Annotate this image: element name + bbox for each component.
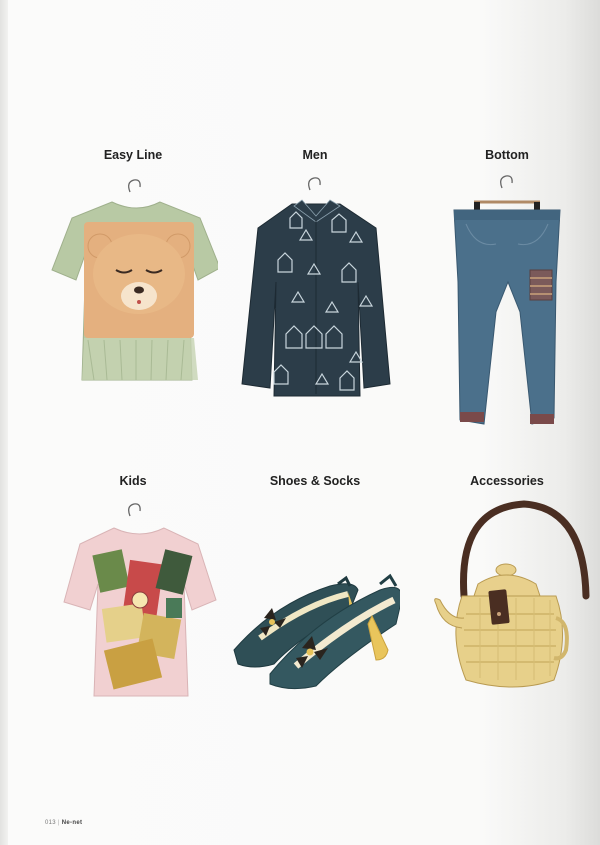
hanger-hook-icon <box>129 504 140 516</box>
category-accessories[interactable] <box>422 474 592 764</box>
category-label: Easy Line <box>103 148 163 162</box>
brand-logo: Ne-net <box>61 820 83 826</box>
hanger-hook-icon <box>309 178 320 190</box>
pumps-image <box>230 488 400 764</box>
category-label: Accessories <box>470 474 544 488</box>
page-footer <box>45 820 82 826</box>
category-label: Bottom <box>485 148 529 162</box>
category-easy-line[interactable] <box>48 148 218 438</box>
denim-pants-image <box>422 162 592 438</box>
page-binding-edge <box>0 0 8 845</box>
category-kids[interactable] <box>48 474 218 764</box>
category-shoes-socks[interactable] <box>230 474 400 764</box>
footer-separator: | <box>57 820 60 826</box>
catalog-page <box>8 0 600 845</box>
hanger-hook-icon <box>129 180 140 192</box>
category-bottom[interactable] <box>422 148 592 438</box>
bear-tshirt-image <box>48 162 218 438</box>
wicker-teapot-bag-image <box>422 488 592 764</box>
category-men[interactable] <box>230 148 400 438</box>
category-label: Men <box>302 148 328 162</box>
printed-shirt-image <box>230 162 400 438</box>
kids-tshirt-image <box>48 488 218 764</box>
page-number: 013 <box>45 820 56 826</box>
hanger-hook-icon <box>501 176 512 188</box>
category-label: Kids <box>119 474 147 488</box>
category-label: Shoes & Socks <box>269 474 361 488</box>
